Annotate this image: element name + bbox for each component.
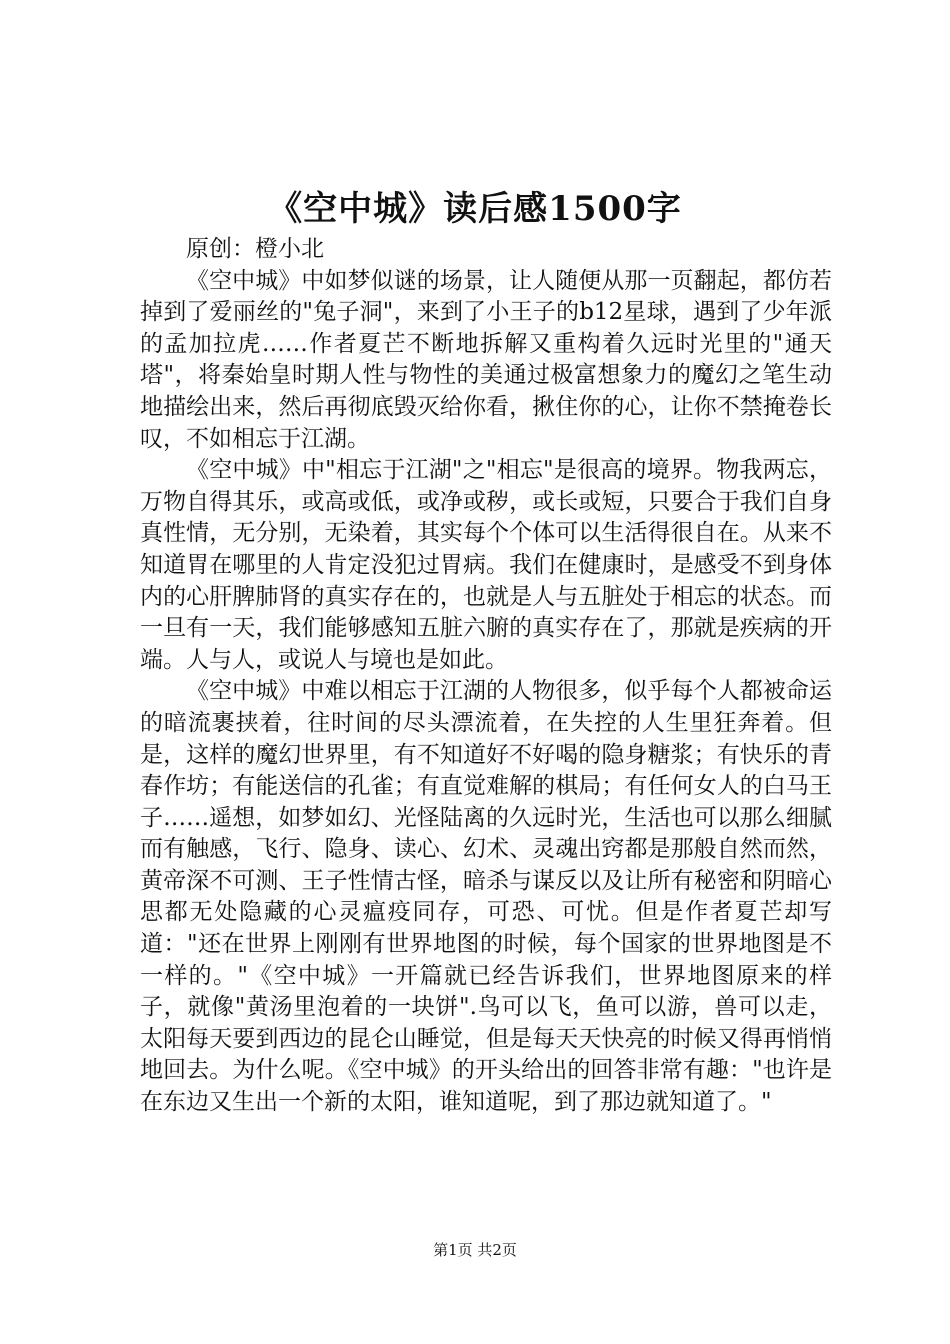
page-footer: 第1页 共2页 [433,1241,517,1259]
page-title: 《空中城》读后感1500字 [268,189,682,229]
author-line: 原创：橙小北 [186,236,324,262]
paragraph: 《空中城》中"相忘于江湖"之"相忘"是很高的境界。物我两忘，万物自得其乐，或高或低，或净或秽，或长或短，只要合于我们自身真性情，无分别，无染着，其实每个个体可以生活得很自在。从来不知道胃在哪里的人肯定没犯过胃病。我们在健康时，是感受不到身体内的心肝脾肺肾的真实存在的，也就是人与五脏处于相忘的状态。而一旦有一天，我们能够感知五脏六腑的真实存在了，那就是疾病的开端。人与人，或说人与境也是如此。 [140,457,832,673]
paragraph: 《空中城》中难以相忘于江湖的人物很多，似乎每个人都被命运的暗流裹挟着，往时间的尽头漂流着，在失控的人生里狂奔着。但是，这样的魔幻世界里，有不知道好不好喝的隐身糖浆；有快乐的青春作坊；有能送信的孔雀；有直觉难解的棋局；有任何女人的白马王子……遥想，如梦如幻、光怪陆离的久远时光，生活也可以那么细腻而有触感，飞行、隐身、读心、幻术、灵魂出窍都是那般自然而然，黄帝深不可测、王子性情古怪，暗杀与谋反以及让所有秘密和阴暗心思都无处隐藏的心灵瘟疫同存，可恐、可忧。但是作者夏芒却写道："还在世界上刚刚有世界地图的时候，每个国家的世界地图是不一样的。"《空中城》一开篇就已经告诉我们，世界地图原来的样子，就像"黄汤里泡着的一块饼".鸟可以飞，鱼可以游，兽可以走，太阳每天要到西边的昆仑山睡觉，但是每天天快亮的时候又得再悄悄地回去。为什么呢。《空中城》的开头给出的回答非常有趣："也许是在东边又生出一个新的太阳，谁知道呢，到了那边就知道了。" [140,678,832,1116]
paragraph: 《空中城》中如梦似谜的场景，让人随便从那一页翻起，都仿若掉到了爱丽丝的"兔子洞"，来到了小王子的b12星球，遇到了少年派的孟加拉虎……作者夏芒不断地拆解又重构着久远时光里的"通天塔"，将秦始皇时期人性与物性的美通过极富想象力的魔幻之笔生动地描绘出来，然后再彻底毁灭给你看，揪住你的心，让你不禁掩卷长叹，不如相忘于江湖。 [140,267,832,452]
document-body [140,234,832,1119]
